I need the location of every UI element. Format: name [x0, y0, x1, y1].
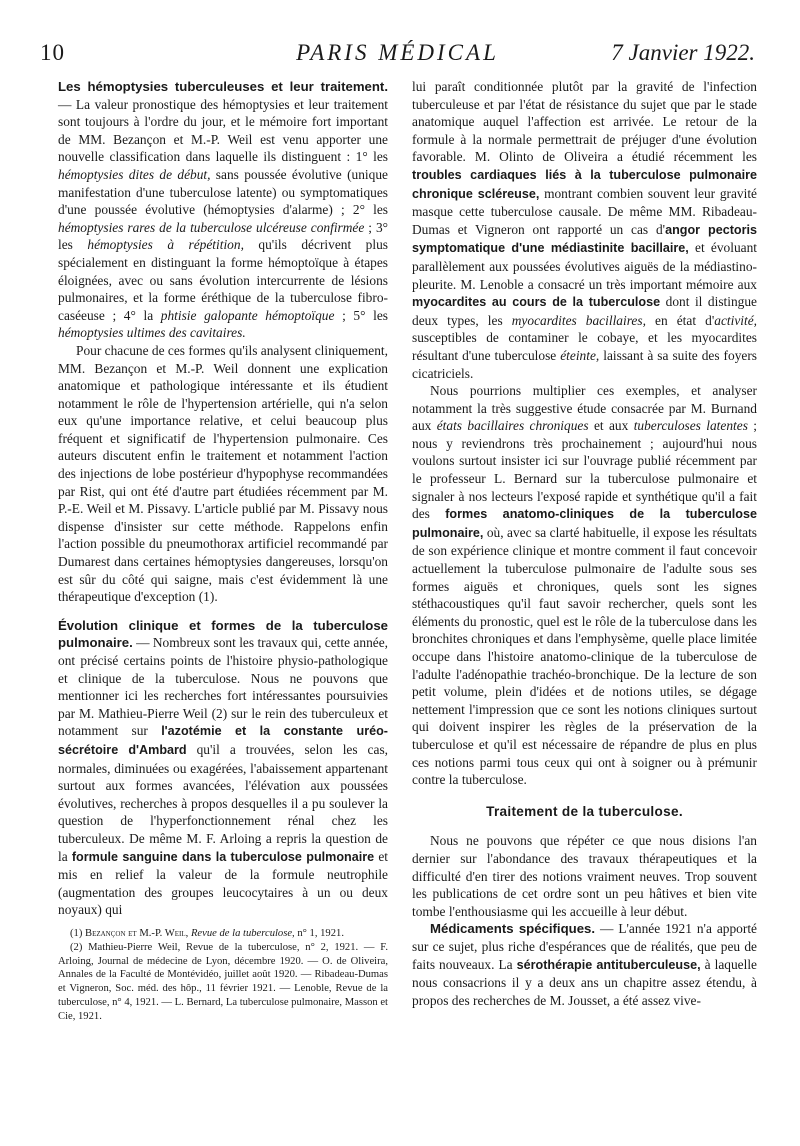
footnote-2: (2) Mathieu-Pierre Weil, Revue de la tuberculose, n° 2, 1921. — F. Arloing, Journal de médecine de Lyon, décembre 1920. — O. de Oliveira, Annales de la Faculté de Montévidéo, juillet août 1920. — Ribadeau-Dumas et Vigneron, Soc. méd. des hôp., 11 février 1921. — Lenoble, Revue de la tuberculose, n° 4, 1921. — L. Bernard, La tuberculose pulmonaire, Masson et Cie, 1921.	[58, 941, 388, 1022]
section-heading-evolution: Évolution clinique et formes de la tuberculose pulmonaire.	[58, 617, 388, 651]
journal-title: PARIS MÉDICAL	[296, 40, 499, 65]
section-title-traitement: Traitement de la tuberculose.	[486, 803, 683, 819]
paragraph-formes: Pour chacune de ces formes qu'ils analysent cliniquement, MM. Bezançon et M.-P. Weil donnent une explication anatomique et pathologique intéressante et ils étudient notamment le rôle de l'hypertension artérielle, qui n'a selon eux qu'une importance relative, et celui beaucoup plus fréquent et significatif de l'hypertension pulmonaire. Ces auteurs discutent enfin le traitement et notamment l'action des injections de lobe postérieur d'hypophyse recommandées par Rist, qui ont été d'autre part étudiées récemment par M. P.-E. Weil et M. Pissavy. L'article publié par M. Pissavy nous dispense d'insister sur cette méthode. Rappelons enfin l'action possible du pneumothorax artificiel recommandé par Dumarest dans certaines hémoptysies dangereuses, lorsqu'on est sûr du côté qui saigne, mais c'est évidemment là une thérapeutique d'exception (1).	[58, 342, 388, 605]
paragraph-medicaments: Médicaments spécifiques. — L'année 1921 n'a apporté sur ce sujet, plus riche d'espérances que de réalités, que peu de faits nouveaux. La sérothérapie antituberculeuse, à laquelle nous consacrions il y a deux ans un chapitre assez étendu, à propos des recherches de M. Jousset, a été assez vive-	[412, 921, 757, 1008]
section-heading-medicaments: Médicaments spécifiques.	[430, 921, 596, 937]
paragraph-evolution-clinique: Évolution clinique et formes de la tuberculose pulmonaire. — Nombreux sont les travaux qui, cette année, ont précisé certains points de l'histoire physio-pathologique et clinique de la tuberculose. Nous ne pouvons que mentionner ici les recherches fort intéressantes poursuivies par M. Mathieu-Pierre Weil (2) sur le rein des tuberculeux et notamment sur l'azotémie et la constante uréo-sécrétoire d'Ambard qu'il a trouvées, selon les cas, normales, diminuées ou exagérées, l'abaissement appartenant surtout aux formes avancées, l'élévation aux poussées évolutives, recherches à propos desquelles il a pu soulever la question de l'hyperfonctionnement rénal chez les tuberculeux. De même M. F. Arloing a repris la question de la formule sanguine dans la tuberculose pulmonaire et mis en relief la valeur de la formule neutrophile (augmentation des groupes leucocytaires à un ou deux noyaux) qui	[58, 617, 389, 918]
right-column	[412, 78, 757, 1009]
page-number: 10	[40, 40, 65, 65]
left-column	[58, 78, 388, 1023]
footnote-1: (1) Bezançon et M.-P. Weil, Revue de la tuberculose, n° 1, 1921.	[70, 927, 344, 939]
section-heading-hemoptysies: Les hémoptysies tuberculeuses et leur traitement.	[58, 79, 388, 94]
issue-date: 7 Janvier 1922.	[611, 40, 755, 65]
page-header	[40, 40, 755, 70]
paragraph-bernard: Nous pourrions multiplier ces exemples, et analyser notamment la très suggestive étude consacrée par M. Burnand aux états bacillaires chroniques et aux tuberculoses latentes ; nous y reviendrons très prochainement ; aujourd'hui nous voulons surtout insister ici sur l'ouvrage publié récemment par le professeur L. Bernard sur la tuberculose pulmonaire et signaler à nos lecteurs l'exposé rapide et synthétique qu'il a fait des formes anatomo-cliniques de la tuberculose pulmonaire, où, avec sa clarté habituelle, il expose les résultats de son expérience clinique et montre comment il faut concevoir actuellement la tuberculose pulmonaire de l'adulte sous ses formes aiguës et chroniques, quels sont les signes stéthacoustiques qu'il faut savoir rechercher, quels sont les éléments du pronostic, quel est le rôle de la tuberculose dans les bronchites chroniques et dans l'emphysème, quelle place limitée occupe dans l'histoire anatomo-clinique de la tuberculose de l'adulte l'adénopathie trachéo-bronchique. De la lecture de son petit volume, plein d'idées et de notions utiles, se dégage nettement l'impression que ce sont les notions cliniques surtout qui doivent inspirer les règles de la préservation de la tuberculose et qu'il est nécessaire de répandre de plus en plus ces notions parmi tous ceux qui ont à soigner ou à prémunir contre la tuberculose.	[412, 383, 758, 788]
paragraph-continuation: lui paraît conditionnée plutôt par la gravité de l'infection tuberculeuse et par l'état de résistance du sujet que par le stade anatomique auquel l'affection est arrivée. Le retour de la formule à la normale permettrait de préjuger d'une évolution favorable. M. Olinto de Oliveira a étudié récemment les troubles cardiaques liés à la tuberculose pulmonaire chronique scléreuse, montrant combien souvent leur gravité masque cette tuberculose causale. De même MM. Ribadeau-Dumas et Vigneron ont rapporté un cas d'angor pectoris symptomatique d'une médiastinite bacillaire, et évoluant parallèlement aux poussées évolutives aiguës de la médiastino-pleurite. M. Lenoble a consacré un très important mémoire aux myocardites au cours de la tuberculose dont il distingue deux types, les myocardites bacillaires, en état d'activité, susceptibles de contaminer le cobaye, et les myocardites résultant d'une tuberculose éteinte, laissant à sa suite des foyers cicatriciels.	[412, 79, 758, 381]
paragraph-hemoptysies: Les hémoptysies tuberculeuses et leur traitement. — La valeur pronostique des hémoptysies et leur traitement sont toujours à l'ordre du jour, et le mémoire fort important de MM. Bezançon et M.-P. Weil est venu apporter une nouvelle classification dans laquelle ils distinguent : 1° les hémoptysies dites de début, sans poussée évolutive (unique manifestation d'une tuberculose latente) ou symptomatiques d'une poussée évolutive (hémoptysies d'alarme) ; 2° les hémoptysies rares de la tuberculose ulcéreuse confirmée ; 3° les hémoptysies à répétition, qu'ils décrivent plus spécialement en distinguant la forme hémoptoïque à étapes éloignées, avec ou sans évolution intercurrente de lésions pulmonaires, et la forme éréthique de la tuberculose fibro-caséeuse ; 4° la phtisie galopante hémoptoïque ; 5° les hémoptysies ultimes des cavitaires.	[58, 79, 389, 341]
paragraph-traitement-intro: Nous ne pouvons que répéter ce que nous disions l'an dernier sur l'abondance des travaux thérapeutiques et la difficulté d'en tirer des notions vraiment neuves. Trop souvent les publications de cet ordre sont un peu hâtives et bien vite tombe l'enthousiasme qui les accueille à leur début.	[412, 833, 757, 919]
footnotes	[58, 927, 388, 1024]
